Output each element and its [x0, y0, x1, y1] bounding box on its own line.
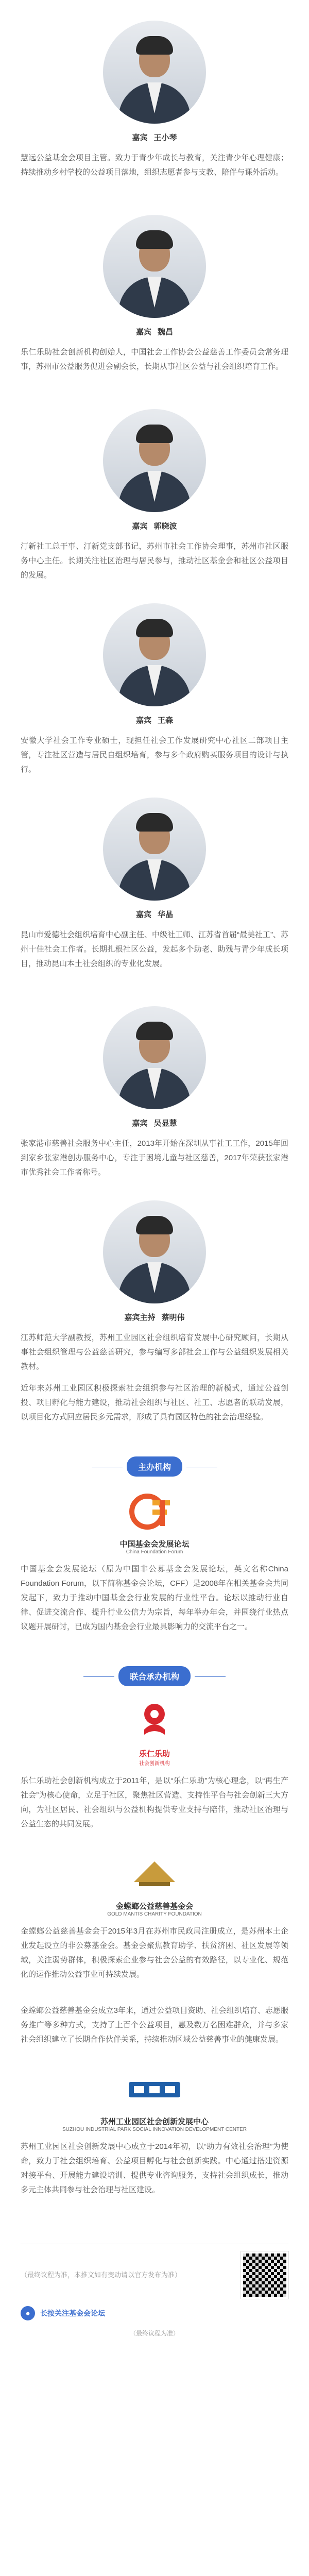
guest-name: 魏昌	[158, 328, 174, 336]
host-logo	[0, 1489, 309, 1555]
guest-name-row	[21, 132, 288, 143]
guest-name-row	[21, 326, 288, 337]
guest-intro: 昆山市爱德社会组织培育中心副主任、中级社工师、江苏省首届“最美社工”、苏州十佳社会工作者。长期扎根社区公益，发起多个助老、助残与青少年成长项目，推动昆山本土社会组织的专业化发展。	[21, 930, 288, 968]
avatar	[103, 798, 206, 901]
avatar	[103, 603, 206, 706]
host-paragraph: 中国基金会发展论坛（原为中国非公募基金会发展论坛，英文名称China Foundation Forum，以下简称基金会论坛，CFF）是2008年在相关基金会共同发起下，致力于推动中国基金会行业发展的行业性平台。论坛以推动行业自律、促进交流合作、提升行业公信力为宗旨，每年举办年会，并围绕行业热点议题开展研讨，已成为国内基金会行业最具影响力的交流平台之一。	[21, 1565, 288, 1631]
guest-intro: 乐仁乐助社会创新机构创始人，中国社会工作协会公益慈善工作委员会常务理事，苏州市公益服务促进会副会长，长期从事社区公益与社会组织培育工作。	[21, 348, 288, 371]
fund-paragraph-2: 金螳螂公益慈善基金会成立3年来，通过公益项目资助、社会组织培育、志愿服务推广等多种方式，支持了上百个公益项目，惠及数万名困难群众，并与多家社会组织建立了长期合作伙伴关系，持续推动区域公益慈善事业的健康发展。	[21, 2006, 288, 2044]
guest-name: 蔡明伟	[161, 1313, 185, 1322]
avatar-hair	[136, 230, 173, 249]
sid-logo-icon	[124, 2066, 185, 2113]
guest-card	[0, 194, 309, 388]
sid-logo-sub: SUZHOU INDUSTRIAL PARK SOCIAL INNOVATION DEVELOPMENT CENTER	[62, 2127, 247, 2132]
contact-block	[21, 2244, 288, 2337]
guest-name-row	[21, 909, 288, 920]
guest-intro: 安徽大学社会工作专业硕士，现担任社会工作发展研究中心社区二部项目主管，专注社区营造与居民自组织培育，参与多个政府购买服务项目的设计与执行。	[21, 736, 288, 774]
section-host-title: 主办机构	[127, 1456, 182, 1477]
avatar	[103, 1200, 206, 1303]
avatar	[103, 409, 206, 512]
contact-note: （最终议程为准，本推文如有变动请以官方发布为准）	[21, 2271, 182, 2279]
avatar-hair	[136, 425, 173, 443]
guest-role: 嘉宾	[135, 910, 151, 919]
guest-name: 郭晓波	[153, 522, 177, 531]
fund-logo-sub: GOLD MANTIS CHARITY FOUNDATION	[107, 1911, 202, 1917]
guest-card	[0, 777, 309, 986]
section-co-head	[0, 1666, 309, 1686]
guest-name-row	[21, 1312, 288, 1323]
co-logo	[0, 1699, 309, 1767]
guest-role: 嘉宾	[135, 328, 151, 336]
sid-paragraph: 苏州工业园区社会创新发展中心成立于2014年初，以“助力有效社会治理”为使命，致力于社会组织培育、公益项目孵化与社会创新实践。中心通过搭建资源对接平台、开展能力建设培训、提供专业咨询服务，支持社会组织成长，推动多元主体共同参与社会治理与社区建设。	[21, 2142, 288, 2194]
guest-intro: 慧远公益基金会项目主管。致力于青少年成长与教育，关注青少年心理健康；持续推动乡村学校的公益项目落地，组织志愿者参与支教、陪伴与课外活动。	[21, 154, 288, 177]
guest-intro: 张家港市慈善社会服务中心主任，2013年开始在深圳从事社工工作，2015年回到家乡张家港创办服务中心，专注于困境儿童与社区慈善，2017年荣获张家港市优秀社会工作者称号。	[21, 1139, 288, 1177]
avatar-wrap	[21, 0, 288, 124]
avatar-wrap	[21, 777, 288, 901]
footer-note: （最终议程为准）	[129, 2330, 179, 2337]
avatar	[103, 1006, 206, 1109]
guest-role: 嘉宾	[132, 522, 148, 531]
guest-name: 王森	[158, 716, 174, 725]
avatar-hair	[136, 1022, 173, 1040]
lerenlezhu-logo-icon	[124, 1699, 185, 1745]
guest-name-row	[21, 520, 288, 531]
avatar-hair	[136, 619, 173, 637]
guest-role: 嘉宾	[132, 1119, 148, 1128]
sid-logo-title: 苏州工业园区社会创新发展中心	[100, 2117, 209, 2126]
guest-name-row	[21, 1117, 288, 1128]
guest-name-row	[21, 715, 288, 725]
guest-role: 嘉宾主持	[124, 1313, 156, 1322]
guest-card	[0, 388, 309, 583]
host-logo-sub: China Foundation Forum	[126, 1549, 183, 1555]
fund-paragraph: 金螳螂公益慈善基金会于2015年3月在苏州市民政局注册成立，是苏州本土企业发起设立的非公募基金会。基金会聚焦教育助学、扶贫济困、社区发展等领域，关注弱势群体，积极探索企业参与社会公益的有效路径，以专业化、规范化的运作推动公益事业可持续发展。	[21, 1927, 288, 1979]
host-logo-title: 中国基金会发展论坛	[119, 1540, 190, 1549]
section-host-head	[0, 1456, 309, 1477]
guest-name: 吴显慧	[153, 1119, 177, 1128]
fund-logo-title: 金螳螂公益慈善基金会	[115, 1902, 193, 1911]
gap-paragraph: 近年来苏州工业园区积极探索社会组织参与社区治理的新模式，通过公益创投、项目孵化与能力建设，推动社会组织与社区、社工、志愿者的联动发展，以项目化方式回应居民多元需求，形成了具有园区特色的社会治理经验。	[21, 1384, 288, 1421]
guest-role: 嘉宾	[135, 716, 151, 725]
contact-row	[21, 2251, 288, 2299]
guest-card	[0, 986, 309, 1180]
co-paragraph: 乐仁乐助社会创新机构成立于2011年，是以“乐仁乐助”为核心理念，以“再生产社会”为核心使命，立足于社区，聚焦社区营造、支持性平台与社会创新三大方向，为社区居民、社会组织与公益机构提供专业支持与陪伴，推动社区治理与公益生态的共同发展。	[21, 1776, 288, 1828]
guest-name: 华晶	[158, 910, 174, 919]
avatar	[103, 21, 206, 124]
guest-intro: 江苏师范大学副教授，苏州工业园区社会组织培育发展中心研究顾问，长期从事社会组织管理与公益慈善研究，参与编写多部社会工作与公益组织发展相关教材。	[21, 1333, 288, 1371]
guest-card	[0, 0, 309, 194]
follow-text: 长按关注基金会论坛	[40, 2309, 105, 2317]
avatar-wrap	[21, 1180, 288, 1303]
follow-icon: ●	[21, 2306, 35, 2320]
follow-row[interactable]	[21, 2306, 288, 2320]
sid-logo	[0, 2066, 309, 2132]
co-logo-title: 乐仁乐助	[139, 1750, 170, 1758]
fund-logo	[0, 1851, 309, 1917]
guest-intro: 汀新社工总干事、汀新党支部书记，苏州市社会工作协会理事，苏州市社区服务中心主任。长期关注社区治理与居民参与，推动社区基金会和社区公益项目的发展。	[21, 542, 288, 580]
avatar-hair	[136, 1216, 173, 1234]
avatar-wrap	[21, 583, 288, 706]
guest-card	[0, 583, 309, 777]
gold-mantis-logo-icon	[124, 1851, 185, 1897]
cff-logo-icon	[124, 1489, 185, 1535]
avatar-hair	[136, 36, 173, 55]
avatar-wrap	[21, 194, 288, 318]
guest-name: 王小琴	[153, 133, 177, 142]
section-co-title: 联合承办机构	[118, 1666, 191, 1686]
avatar	[103, 215, 206, 318]
avatar-wrap	[21, 986, 288, 1109]
co-logo-sub: 社会创新机构	[139, 1761, 170, 1767]
guest-role: 嘉宾	[132, 133, 148, 142]
guest-card	[0, 1180, 309, 1374]
avatar-wrap	[21, 388, 288, 512]
qr-code-icon[interactable]	[241, 2251, 288, 2299]
avatar-hair	[136, 813, 173, 832]
